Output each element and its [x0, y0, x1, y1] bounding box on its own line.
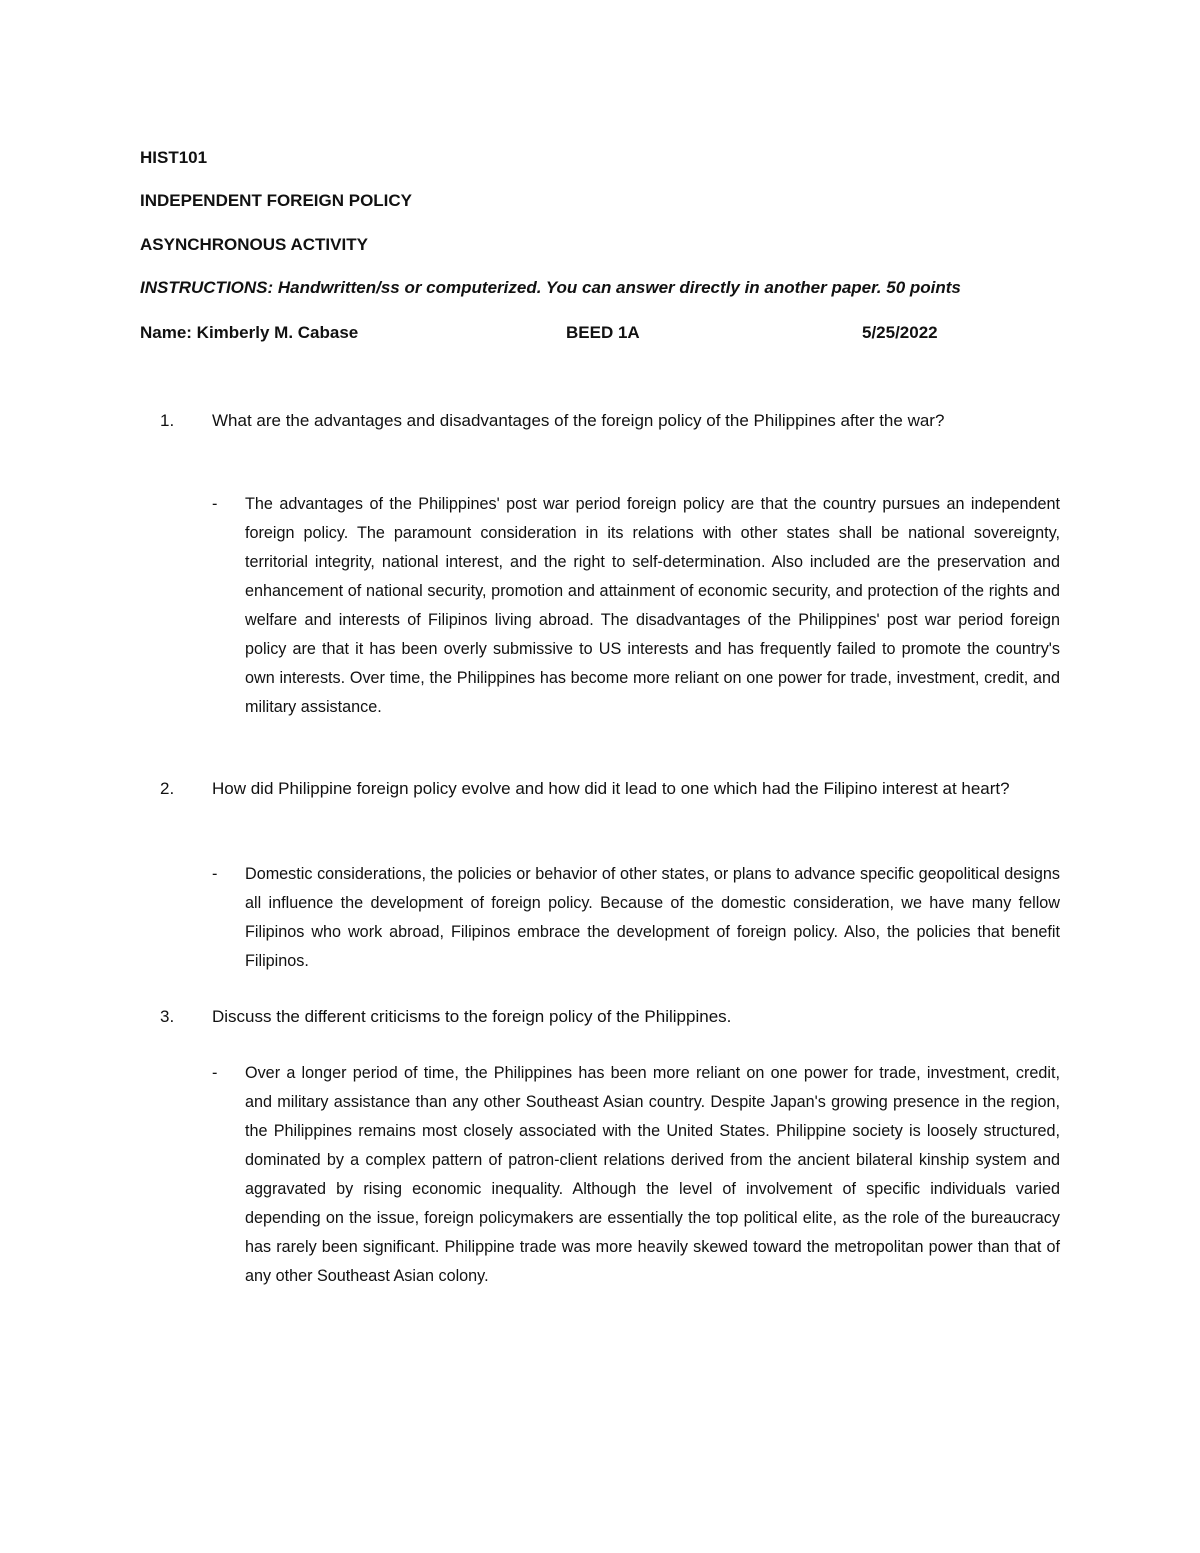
- question-text: How did Philippine foreign policy evolve and how did it lead to one which had the Filipino interest at heart?: [212, 779, 1010, 798]
- activity-type: ASYNCHRONOUS ACTIVITY: [140, 235, 368, 254]
- question-number: 2.: [160, 779, 175, 798]
- section: BEED 1A: [566, 323, 640, 342]
- course-code: HIST101: [140, 148, 208, 167]
- bullet-dash: -: [212, 865, 218, 883]
- answer-text: The advantages of the Philippines' post war period foreign policy are that the country pursues an independent foreign policy. The paramount consideration in its relations with other states shall be national sovereignty, territorial integrity, national interest, and the right to self-determination. Also included are the preservation and enhancement of national security, promotion and attainment of economic security, and protection of the rights and welfare and interests of Filipinos living abroad. The disadvantages of the Philippines' post war period foreign policy are that it has been overly submissive to US interests and has frequently failed to promote the country's own interests. Over time, the Philippines has become more reliant on one power for trade, investment, credit, and military assistance.: [245, 495, 1060, 716]
- instructions: INSTRUCTIONS: Handwritten/ss or computerized. You can answer directly in another paper. 50 points: [140, 278, 961, 297]
- question-text: What are the advantages and disadvantages of the foreign policy of the Philippines after the war?: [212, 411, 945, 430]
- question-number: 1.: [160, 411, 175, 430]
- answer-1: [212, 490, 1060, 722]
- question-1: [160, 406, 1060, 435]
- answer-text: Over a longer period of time, the Philippines has been more reliant on one power for trade, investment, credit, and military assistance than any other Southeast Asian country. Despite Japan's growing presence in the region, the Philippines remains most closely associated with the United States. Philippine society is loosely structured, dominated by a complex pattern of patron-client relations derived from the ancient bilateral kinship system and aggravated by rising economic inequality. Although the level of involvement of specific individuals varied depending on the issue, foreign policymakers are essentially the top political elite, as the role of the bureaucracy has rarely been significant. Philippine trade was more heavily skewed toward the metropolitan power than that of any other Southeast Asian colony.: [245, 1064, 1060, 1285]
- bullet-dash: -: [212, 495, 218, 513]
- answer-3: [212, 1059, 1060, 1291]
- question-text: Discuss the different criticisms to the foreign policy of the Philippines.: [212, 1007, 732, 1026]
- question-number: 3.: [160, 1007, 175, 1026]
- answer-text: Domestic considerations, the policies or behavior of other states, or plans to advance specific geopolitical designs all influence the development of foreign policy. Because of the domestic consideration, we have many fellow Filipinos who work abroad, Filipinos embrace the development of foreign policy. Also, the policies that benefit Filipinos.: [245, 865, 1060, 970]
- question-3: [160, 1002, 1060, 1031]
- answer-2: [212, 860, 1060, 976]
- document-title: INDEPENDENT FOREIGN POLICY: [140, 191, 413, 210]
- question-2: [160, 774, 1060, 803]
- student-name: Name: Kimberly M. Cabase: [140, 323, 359, 342]
- bullet-dash: -: [212, 1064, 218, 1082]
- date: 5/25/2022: [862, 323, 938, 342]
